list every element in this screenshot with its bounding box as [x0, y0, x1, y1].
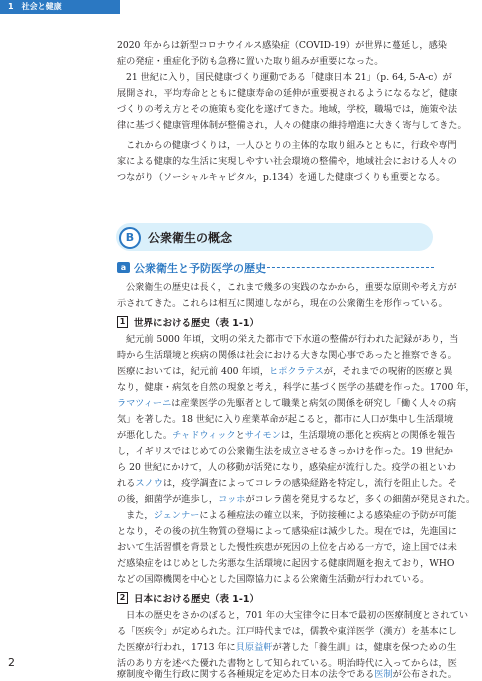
page-number: 2	[8, 656, 15, 669]
japan-line-5-text: 療制度や衛生行政に関する各種規定を定めた日本の法令である	[117, 669, 375, 680]
japan-line-1: 日本の歴史をさかのぼると，701 年の大宝律令に日本で最初の医療制度とされてい	[126, 610, 469, 621]
person-kaibara-ekiken: 貝原益軒	[235, 642, 273, 653]
world-line-5-text: は産業医学の先駆者として職業と病気の関係を研究し「働く人々の病	[171, 398, 457, 409]
world-line-11	[117, 494, 475, 506]
intro-line-5: づくりの考え方とその施策も変化を遂げてきた。地域，学校，職場では，施策や法	[117, 104, 457, 115]
section-title: 公衆衛生の概念	[148, 231, 233, 245]
japan-line-3	[117, 642, 456, 654]
world-line-7-text-b: は，生活環境の悪化と疾病との関係を報告	[280, 430, 456, 441]
world-line-3-text: 医療においては，紀元前 400 年頃，	[117, 366, 270, 377]
world-line-8: し，イギリスではじめての公衆衛生法を成立させるきっかけを作った。19 世紀か	[117, 446, 453, 457]
world-line-10-text-b: は，疫学調査によってコレラの感染経路を特定し，流行を阻止した。そ	[162, 478, 457, 489]
world-line-7-text: が悪化した。	[117, 430, 173, 441]
japan-line-2: る「医疾令」が定められた。江戸時代までは，儒教や東洋医学（漢方）を基本にし	[117, 626, 457, 637]
world-line-12-text-b: による種痘法の確立以来，予防接種による感染症の予防が可能	[199, 510, 457, 521]
overview-line-1: 公衆衛生の歴史は長く，これまで幾多の実践のなかから，重要な原則や考え方が	[126, 282, 457, 293]
person-simon: サイモン	[244, 430, 281, 441]
world-line-4: なり，健康・病気を自然の現象と考え，科学に基づく医学の基礎を作った。1700 年，	[117, 382, 475, 393]
world-line-3-text-b: が，それまでの呪術的医療と異	[323, 366, 453, 377]
japan-line-4: 活のあり方を述べた優れた書物として知られている。明治時代に入ってからは，医	[117, 658, 457, 669]
world-line-5	[117, 398, 456, 410]
running-head-text: 1 社会と健康	[8, 2, 62, 11]
intro-line-2: 症の発症・重症化予防も急務に置いた取り組みが重要になった。	[117, 56, 384, 67]
japan-line-5-text-b: が公布された。	[392, 669, 457, 680]
world-number-box: 1	[117, 316, 128, 328]
world-line-3	[117, 366, 452, 378]
world-line-7	[117, 430, 455, 442]
person-snow: スノウ	[135, 478, 163, 489]
section-letter-badge: B	[119, 227, 141, 249]
intro-line-1: 2020 年からは新型コロナウイルス感染症（COVID-19）が世界に蔓延し，感染	[117, 40, 447, 51]
intro-line-9: つながり（ソーシャルキャピタル，p.134）を通した健康づくりも重要となる。	[117, 172, 446, 183]
world-line-14: おいて生活習慣を背景とした慢性疾患が死因の上位を占める一方で，途上国では未	[117, 542, 457, 553]
intro-line-8: 家による健康的な生活に実現しやすい社会環境の整備や，地域社会における人々の	[117, 156, 457, 167]
world-line-15: だ感染症をはじめとした劣悪な生活環境に起因する健康問題を抱えており，WHO	[117, 558, 455, 569]
term-isei: 医制	[374, 669, 393, 680]
person-hippocrates: ヒポクラテス	[269, 366, 324, 377]
subsection-title: 公衆衛生と予防医学の歴史	[134, 262, 266, 275]
world-line-10-text: れる	[117, 478, 136, 489]
intro-line-4: 展開され，平均寿命とともに健康寿命の延伸が重要視されるようになるなど，健康	[117, 88, 458, 99]
person-jenner: ジェンナー	[153, 510, 200, 521]
running-head-bar	[0, 0, 120, 14]
intro-line-6: 律に基づく健康管理体制が整備され，人々の健康の維持増進に大きく寄与してきた。	[117, 120, 467, 131]
person-ramazzini: ラマツィーニ	[117, 398, 172, 409]
world-line-11-text-b: がコレラ菌を発見するなど，多くの細菌が発見された。	[245, 494, 476, 505]
world-line-6: 気」を著した。18 世紀に入り産業革命が起こると，都市に人口が集中し生活環境	[117, 414, 454, 425]
japan-line-3-text-b: が著した「養生訓」は，健康を保つための生	[272, 642, 457, 653]
world-line-2: 時から生活環境と疾病の関係は社会における大きな関心事であったと推察できる。	[117, 350, 457, 361]
japan-line-3-text: た医療が行われ，1713 年に	[117, 642, 236, 653]
intro-line-7: これからの健康づくりは，一人ひとりの主体的な取り組みとともに，行政や専門	[126, 140, 457, 151]
world-line-10	[117, 478, 457, 490]
world-line-1: 紀元前 5000 年頃，文明の栄えた都市で下水道の整備が行われた記録があり，当	[126, 334, 459, 345]
overview-line-2: 示されてきた。これらは相互に関連しながら，現在の公衆衛生を形作っている。	[117, 298, 448, 309]
subsection-marker: a	[117, 262, 130, 273]
world-line-13: となり，その後の抗生物質の登場によって感染症は減少した。現在では，先進国に	[117, 526, 457, 537]
person-koch: コッホ	[218, 494, 246, 505]
world-line-11-text: の後，細菌学が進歩し，	[117, 494, 219, 505]
japan-heading: 日本における歴史（表 1-1）	[134, 594, 259, 605]
world-line-12	[126, 510, 457, 522]
world-line-16: などの国際機関を中心とした国際協力による公衆衛生活動が行われている。	[117, 574, 430, 585]
subsection-dashed-rule	[262, 267, 434, 268]
person-chadwick: チャドウィック	[172, 430, 236, 441]
world-line-12-text: また，	[126, 510, 154, 521]
world-heading: 世界における歴史（表 1-1）	[134, 318, 259, 329]
intro-line-3: 21 世紀に入り，国民健康づくり運動である「健康日本 21」（p. 64, 5-A-c）が	[126, 72, 452, 83]
world-line-7-mid: と	[235, 430, 245, 441]
japan-number-box: 2	[117, 592, 128, 604]
japan-line-5	[117, 669, 457, 681]
world-line-9: ら 20 世紀にかけて，人の移動が活発になり，感染症が流行した。疫学の祖といわ	[117, 462, 456, 473]
